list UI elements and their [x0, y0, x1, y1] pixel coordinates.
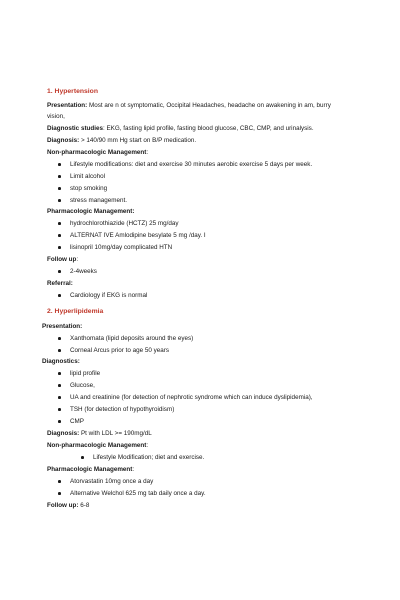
- bullet-icon: [58, 396, 61, 399]
- list-item: stress management.: [70, 197, 127, 205]
- bullet-icon: [81, 456, 84, 459]
- section-heading-hyperlipidemia: 2. Hyperlipidemia: [47, 308, 104, 315]
- bullet-icon: [58, 234, 61, 237]
- bullet-icon: [58, 270, 61, 273]
- bullet-icon: [58, 163, 61, 166]
- list-item: Alternative Welchol 625 mg tab daily once a day.: [70, 490, 206, 498]
- followup-label: Follow up: [47, 256, 77, 263]
- diagnostic-studies-line: [47, 125, 314, 133]
- section-heading-hypertension: 1. Hypertension: [47, 88, 98, 95]
- pharm-label-2: Pharmacologic Management: [47, 466, 133, 473]
- diagnosis-text-2: Pt with LDL >= 190mg/dL: [79, 430, 152, 437]
- bullet-icon: [58, 420, 61, 423]
- pharm-heading-2: [47, 466, 134, 474]
- diagnostic-studies-text: : EKG, fasting lipid profile, fasting blood glucose, CBC, CMP, and urinalysis.: [102, 125, 314, 132]
- bullet-icon: [58, 372, 61, 375]
- bullet-icon: [58, 408, 61, 411]
- list-item: Limit alcohol: [70, 173, 105, 181]
- bullet-icon: [58, 480, 61, 483]
- list-item: 2-4weeks: [70, 268, 97, 276]
- list-item: stop smoking: [70, 185, 107, 193]
- diagnosis-text: > 140/90 mm Hg start on B/P medication.: [79, 137, 197, 144]
- presentation-heading-2: Presentation:: [42, 323, 83, 330]
- list-item: hydrochlorothiazide (HCTZ) 25 mg/day: [70, 220, 179, 228]
- list-item: Glucose,: [70, 382, 95, 390]
- nonpharm-colon-2: :: [146, 442, 149, 449]
- diagnosis-label-2: Diagnosis:: [47, 430, 80, 437]
- list-item: Atorvastatin 10mg once a day: [70, 478, 153, 486]
- followup-line-2: [47, 502, 89, 510]
- nonpharm-label-2: Non-pharmacologic Management: [47, 442, 147, 449]
- bullet-icon: [58, 175, 61, 178]
- pharm-heading: Pharmacologic Management:: [47, 208, 135, 215]
- list-item: TSH (for detection of hypothyroidism): [70, 406, 174, 414]
- nonpharm-heading: [47, 149, 148, 157]
- bullet-icon: [58, 222, 61, 225]
- bullet-icon: [58, 294, 61, 297]
- followup-heading: [47, 256, 78, 264]
- list-item: lisinopril 10mg/day complicated HTN: [70, 244, 172, 252]
- list-item: lipid profile: [70, 370, 100, 378]
- followup-text-2: 6-8: [78, 502, 90, 509]
- diagnostics-heading: Diagnostics:: [42, 358, 80, 365]
- bullet-icon: [58, 492, 61, 495]
- presentation-text: Most are n ot symptomatic, Occipital Headaches, headache on awakening in am, burry: [87, 102, 331, 109]
- list-item: UA and creatinine (for detection of nephrotic syndrome which can induce dyslipidemia),: [70, 394, 313, 402]
- nonpharm-heading-2: [47, 442, 148, 450]
- bullet-icon: [58, 199, 61, 202]
- nonpharm-colon: :: [146, 149, 149, 156]
- diagnostic-studies-label: Diagnostic studies: [47, 125, 103, 132]
- bullet-icon: [58, 337, 61, 340]
- list-item: Corneal Arcus prior to age 50 years: [70, 347, 169, 355]
- diagnosis-line: [47, 137, 196, 145]
- presentation-line: [47, 102, 331, 110]
- list-item: Cardiology if EKG is normal: [70, 292, 147, 300]
- bullet-icon: [58, 349, 61, 352]
- followup-label-2: Follow up:: [47, 502, 79, 509]
- bullet-icon: [58, 384, 61, 387]
- presentation-label: Presentation:: [47, 102, 88, 109]
- list-item: ALTERNAT IVE Amlodipine besylate 5 mg /day. I: [70, 232, 206, 240]
- bullet-icon: [58, 187, 61, 190]
- list-item: Lifestyle Modification; diet and exercise.: [93, 454, 204, 462]
- pharm-colon-2: :: [132, 466, 135, 473]
- diagnosis-label: Diagnosis:: [47, 137, 80, 144]
- list-item: CMP: [70, 418, 84, 426]
- followup-colon: :: [76, 256, 79, 263]
- referral-heading: Referral:: [47, 280, 73, 287]
- list-item: Xanthomata (lipid deposits around the eyes): [70, 335, 193, 343]
- diagnosis-line-2: [47, 430, 152, 438]
- list-item: Lifestyle modifications: diet and exercise 30 minutes aerobic exercise 5 days per week.: [70, 161, 312, 169]
- nonpharm-label: Non-pharmacologic Management: [47, 149, 147, 156]
- bullet-icon: [58, 246, 61, 249]
- presentation-line-2: vision,: [47, 113, 65, 120]
